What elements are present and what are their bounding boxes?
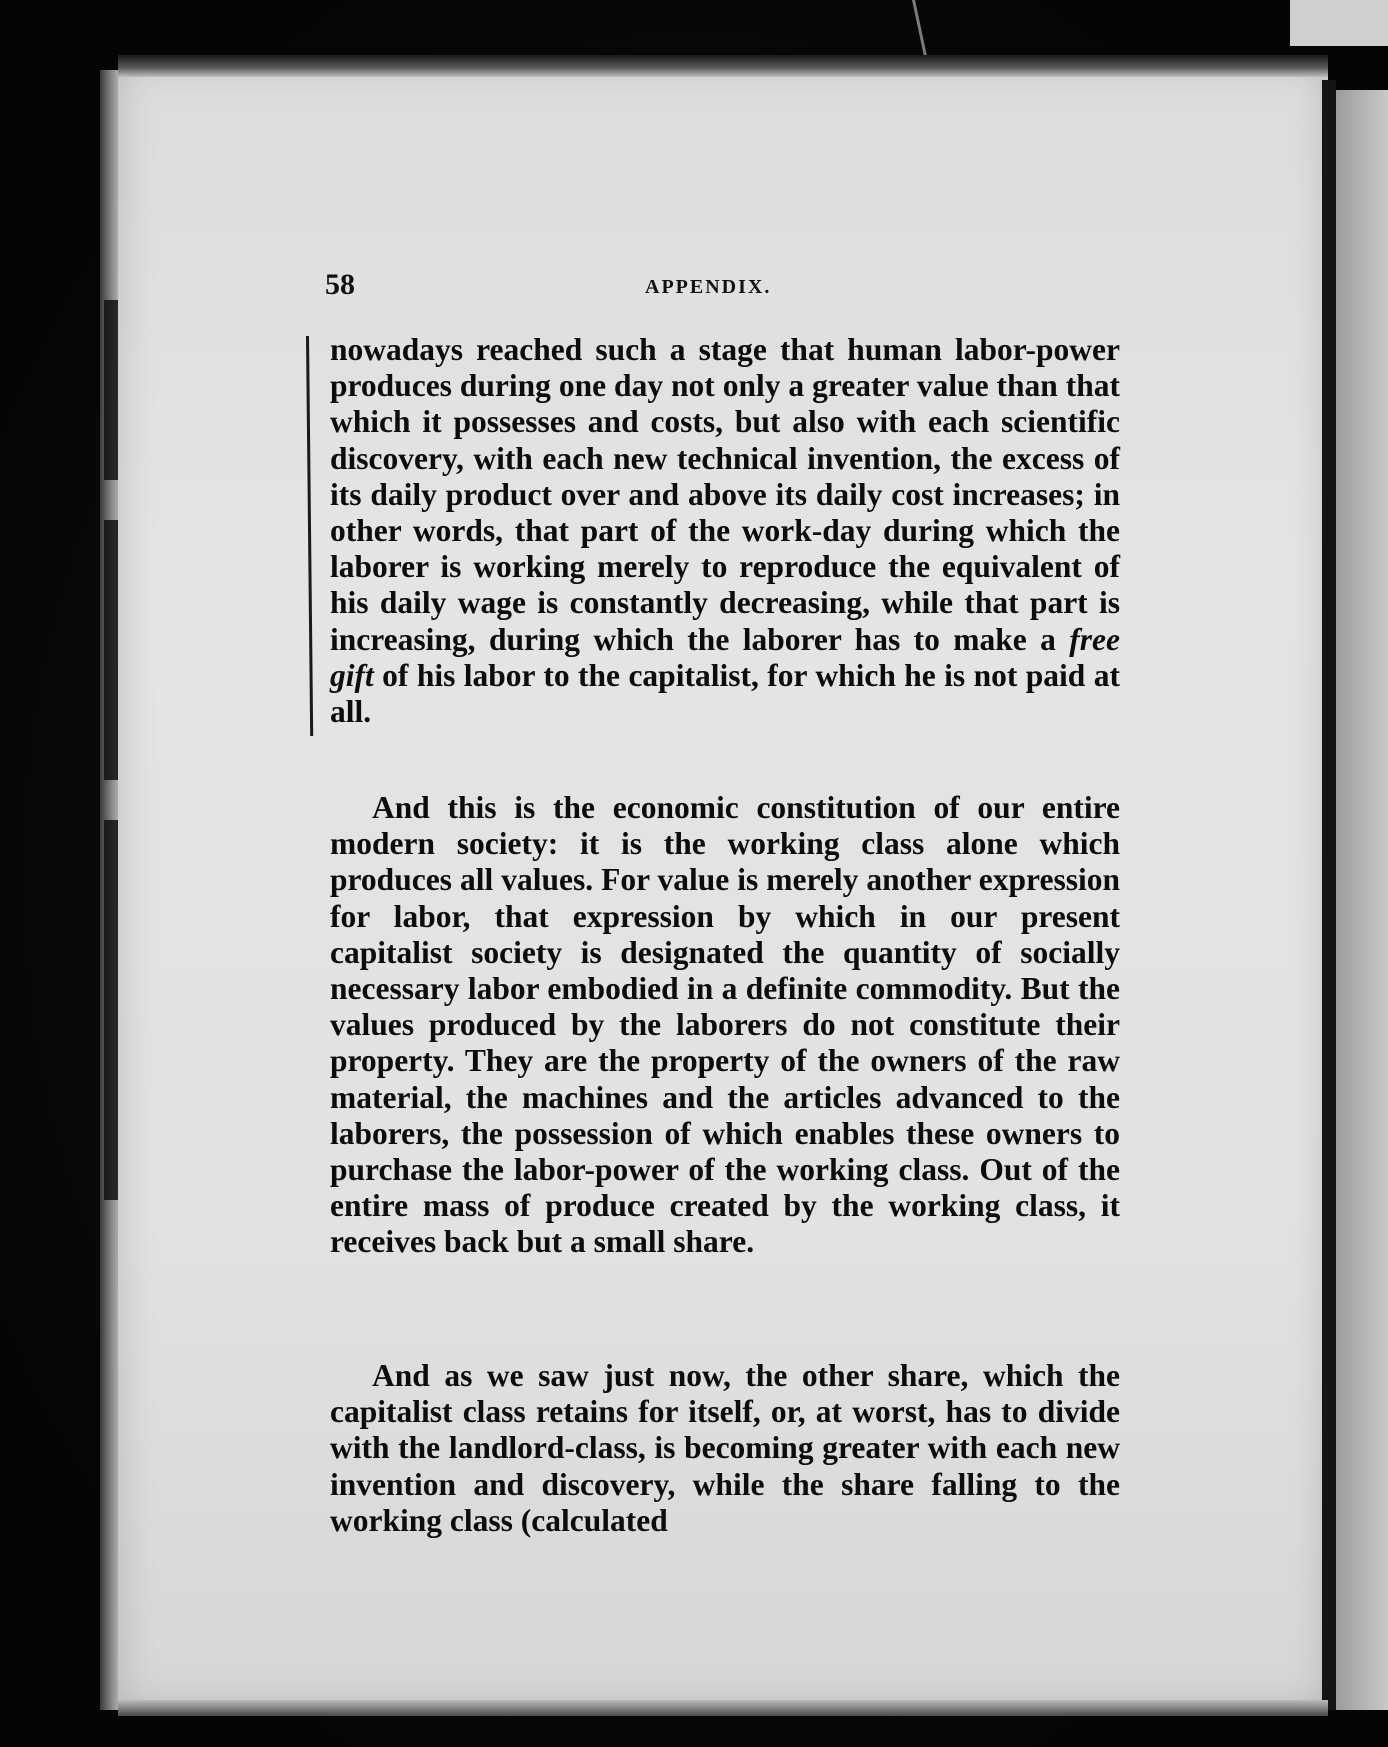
paragraph-1-text-b: of his labor to the capitalist, for which he is not paid at all.: [330, 657, 1120, 730]
page-bottom-edge: [118, 1700, 1328, 1716]
running-header: [325, 268, 1125, 308]
paragraph-1: [330, 332, 1120, 730]
page-gutter: [1322, 80, 1336, 1710]
paragraph-1-text-a: nowadays reached such a stage that human labor-power produces during one day not only a greater value than that which it possesses and costs, but also with each scientific discovery, with each new technical invention, the excess of its daily product over and above its daily cost increases; in other words, that part of the work-day during which the laborer is working merely to reproduce the equivalent of his daily wage is constantly decreasing, while that part is increasing, during which the laborer has to make a: [330, 332, 1120, 657]
paragraph-3: [330, 1358, 1120, 1539]
paragraph-2-text: And this is the economic constitution of our entire modern society: it is the working class alone which produces all values. For value is merely another expression for labor, that expression by which in our present capitalist society is designated the quantity of socially necessary labor embodied in a definite commodity. But the values produced by the laborers do not constitute their property. They are the property of the owners of the raw material, the machines and the articles advanced to the laborers, the possession of which enables these owners to purchase the labor-power of the working class. Out of the entire mass of produce created by the working class, it receives back but a small share.: [330, 790, 1120, 1260]
running-head: APPENDIX.: [645, 276, 772, 298]
paragraph-2: [330, 790, 1120, 1261]
paragraph-1-italic: free gift: [330, 621, 1120, 693]
page-number: 58: [325, 268, 355, 301]
page-top-edge: [118, 55, 1328, 77]
adjacent-page-scrap: [1290, 0, 1388, 46]
paragraph-3-text: And as we saw just now, the other share, which the capitalist class retains for itself, or, at worst, has to divide with the landlord-class, is becoming greater with each new invention and discovery, while the share falling to the working class (calculated: [330, 1358, 1120, 1538]
next-page-edge: [1336, 90, 1388, 1710]
